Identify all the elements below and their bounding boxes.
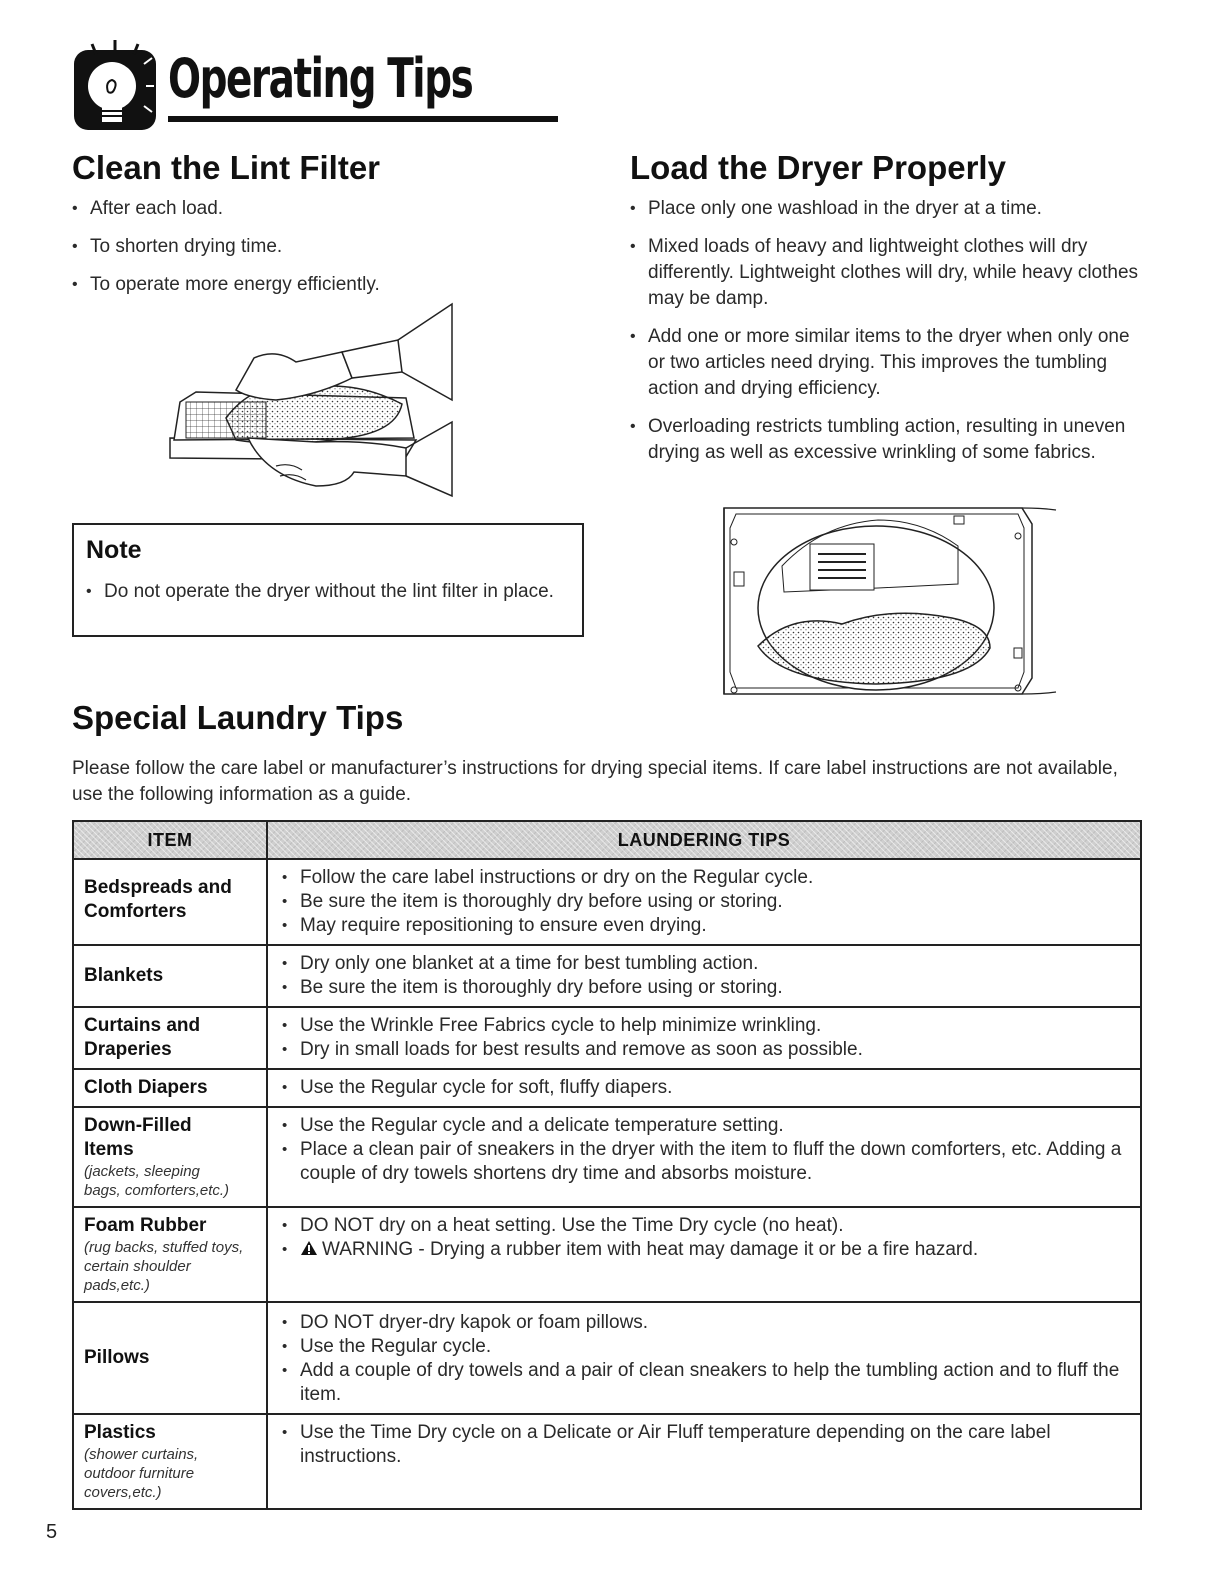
tip-item: • Use the Wrinkle Free Fabrics cycle to help minimize wrinkling. (278, 1014, 1130, 1038)
tips-cell (267, 1302, 1141, 1414)
load-dryer-list (630, 196, 1150, 478)
warning-text: WARNING - Drying a rubber item with heat may damage it or be a fire hazard. (322, 1239, 979, 1260)
item-name: Plastics (84, 1422, 156, 1443)
list-item: • To shorten drying time. (72, 234, 512, 260)
item-cell (73, 945, 267, 1007)
item-name: Down-Filled Items (84, 1115, 192, 1160)
item-examples: (rug backs, stuffed toys, certain shoulder pads,etc.) (84, 1239, 244, 1294)
tip-list (278, 1311, 1130, 1407)
item-cell (73, 859, 267, 945)
list-item: • Place only one washload in the dryer at a time. (630, 196, 1150, 222)
tips-cell (267, 1007, 1141, 1069)
tip-list (278, 1014, 1130, 1062)
item-examples: (jackets, sleeping bags, comforters,etc.) (84, 1163, 230, 1199)
tip-item: • Place a clean pair of sneakers in the dryer with the item to fluff the down comforters, etc. Adding a couple of dry towels shortens dry time and absorbs moisture. (278, 1138, 1130, 1186)
lint-filter-heading: Clean the Lint Filter (72, 149, 381, 186)
table-row (73, 1107, 1141, 1207)
table-row (73, 1007, 1141, 1069)
tip-item: • Dry in small loads for best results and remove as soon as possible. (278, 1038, 1130, 1062)
table-row (73, 945, 1141, 1007)
note-text: • Do not operate the dryer without the lint filter in place. (86, 579, 566, 605)
tip-list (278, 1114, 1130, 1186)
table-header-row (73, 821, 1141, 859)
tip-list (278, 1214, 1130, 1262)
item-examples: (shower curtains, outdoor furniture covers,etc.) (84, 1446, 199, 1501)
list-item: • Add one or more similar items to the dryer when only one or two articles need drying. This improves the tumbling action and drying efficiency. (630, 324, 1150, 402)
page-header (72, 40, 492, 132)
item-name: Cloth Diapers (84, 1077, 208, 1098)
tip-item: • DO NOT dryer-dry kapok or foam pillows. (278, 1311, 1130, 1335)
table-row (73, 1302, 1141, 1414)
tip-item: • DO NOT dry on a heat setting. Use the Time Dry cycle (no heat). (278, 1214, 1130, 1238)
tip-item: • Use the Regular cycle and a delicate temperature setting. (278, 1114, 1130, 1138)
lightbulb-icon (72, 40, 158, 132)
tip-item: • Add a couple of dry towels and a pair of clean sneakers to help the tumbling action and to fluff the item. (278, 1359, 1130, 1407)
tip-item-warning (278, 1238, 1130, 1262)
item-cell (73, 1302, 267, 1414)
tip-item: • Be sure the item is thoroughly dry before using or storing. (278, 890, 1130, 914)
tip-item: • Use the Regular cycle. (278, 1335, 1130, 1359)
table-row (73, 859, 1141, 945)
tips-cell (267, 945, 1141, 1007)
laundry-tips-table (72, 820, 1142, 1510)
tips-cell (267, 859, 1141, 945)
page-number: 5 (46, 1521, 58, 1543)
item-cell (73, 1069, 267, 1107)
tips-cell (267, 1207, 1141, 1302)
dryer-drum-illustration (722, 506, 1058, 696)
column-header-tips: LAUNDERING TIPS (267, 821, 1141, 859)
note-title: Note (86, 536, 142, 564)
table-row (73, 1069, 1141, 1107)
item-name: Blankets (84, 965, 164, 986)
tips-cell (267, 1107, 1141, 1207)
tip-item: • Be sure the item is thoroughly dry before using or storing. (278, 976, 1130, 1000)
list-item: • Mixed loads of heavy and lightweight clothes will dry differently. Lightweight clothes will dry, while heavy clothes may be damp. (630, 234, 1150, 312)
column-header-item: ITEM (73, 821, 267, 859)
special-tips-intro: Please follow the care label or manufacturer’s instructions for drying special items. If care label instructions are not available, use the following information as a guide. (72, 758, 1118, 805)
page-title: Operating Tips (168, 47, 473, 110)
list-item: • To operate more energy efficiently. (72, 272, 512, 298)
tip-list (278, 866, 1130, 938)
note-box (72, 523, 584, 637)
lint-filter-list (72, 196, 512, 310)
table-row (73, 1414, 1141, 1509)
list-item: • After each load. (72, 196, 512, 222)
item-name: Foam Rubber (84, 1215, 207, 1236)
item-cell (73, 1414, 267, 1509)
warning-icon (300, 1240, 318, 1256)
tip-list (278, 952, 1130, 1000)
tip-list (278, 1421, 1130, 1469)
tip-item: • Use the Regular cycle for soft, fluffy diapers. (278, 1076, 1130, 1100)
item-cell (73, 1207, 267, 1302)
tips-cell (267, 1414, 1141, 1509)
table-row (73, 1207, 1141, 1302)
tip-item: • Follow the care label instructions or dry on the Regular cycle. (278, 866, 1130, 890)
item-name: Curtains and Draperies (84, 1015, 201, 1060)
tip-item: • May require repositioning to ensure even drying. (278, 914, 1130, 938)
lint-filter-illustration (166, 300, 458, 510)
item-cell (73, 1007, 267, 1069)
tip-item: • Dry only one blanket at a time for best tumbling action. (278, 952, 1130, 976)
item-name: Bedspreads and Comforters (84, 877, 232, 922)
title-underline (168, 116, 558, 122)
tip-item: • Use the Time Dry cycle on a Delicate or Air Fluff temperature depending on the care label instructions. (278, 1421, 1068, 1469)
tips-cell (267, 1069, 1141, 1107)
item-cell (73, 1107, 267, 1207)
tip-list (278, 1076, 1130, 1100)
load-dryer-heading: Load the Dryer Properly (630, 149, 1006, 186)
item-name: Pillows (84, 1347, 150, 1368)
special-tips-heading: Special Laundry Tips (72, 699, 404, 736)
list-item: • Overloading restricts tumbling action, resulting in uneven drying as well as excessive wrinkling of some fabrics. (630, 414, 1150, 466)
